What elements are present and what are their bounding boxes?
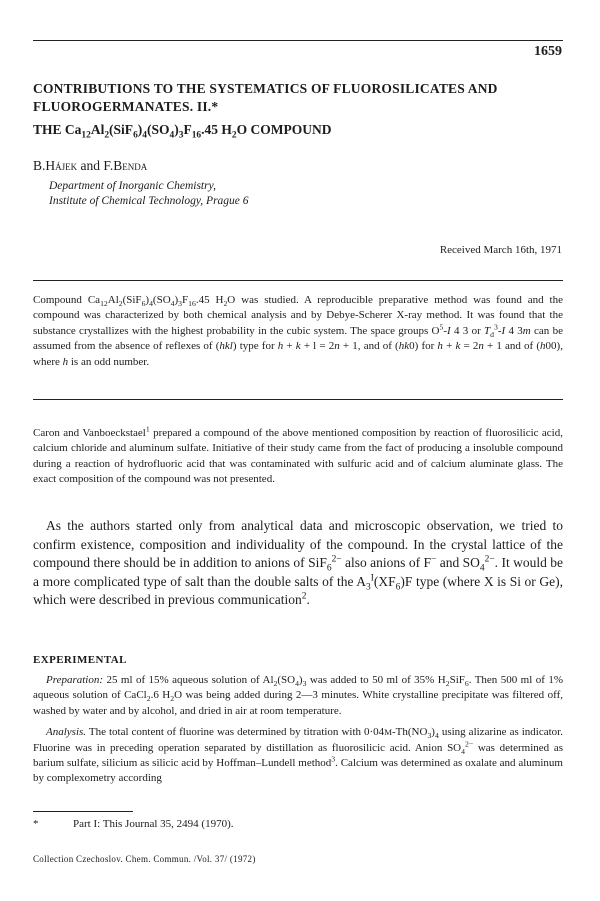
body-paragraph: As the authors started only from analytical data and microscopic observation, we tried to confirm existence, composition and individuality of the compound. In the crystal lattice of the compound there should be in addition to anions of SiF$_6^{2-}$ also anions of F− and $SO_4^{2-}$. It would be a more complicated type of salt than the double salts of the $A_3^I(XF_6)F$ type (where X is Si or Ge), which were described in previous communication$^2$. [33,518,563,608]
body-text: . [306,592,310,608]
intro-paragraph [33,426,563,488]
body-text: . It would be a more complicated type of salt than the double salts of the [33,555,563,589]
compound-title: THE $Ca_{12}Al_2(SiF_6)_4(SO_4)_3F_{16}.45$ $H_2O$ COMPOUND [33,122,332,141]
article-title: CONTRIBUTIONS TO THE SYSTEMATICS OF FLUOROSILICATES AND FLUOROGERMANATES. II.* [33,81,498,114]
exp-text: was determined as barium sulfate, silicium as silicic acid by Hoffman–Lundell method [33,741,563,770]
page-number: 1659 [534,44,562,59]
exp-text: 25 ml of 15% aqueous solution of [103,674,263,686]
abstract-text: for [421,340,435,353]
compound-title-prefix: THE [33,122,62,137]
body-text: type (where X is Si or Ge), which were described in previous communication [33,573,563,608]
abstract-rule-bottom [33,399,563,400]
affiliation-institute: Institute of Chemical Technology, Prague 6 [49,195,249,207]
author1-surname: Hájek [45,158,78,173]
author-joiner: and [80,158,101,173]
abstract-text: is an odd number. [70,355,150,368]
reference-3: 3 [331,754,336,764]
body-text: also anions of [345,555,421,571]
intro-text: Caron and Vanboeckstael [33,427,146,439]
received-date: Received March 16th, 1971 [439,244,562,256]
footnote-marker: * [33,818,39,830]
abstract-text: was studied. A reproducible preparative method was found and the compound was characterized by both chemical analysis and by Debye-Scherer X-ray method. It was found that the substance crystallizes with the highest probability in the cubic system. The space groups [33,294,563,337]
abstract-rule-top [33,280,563,281]
abstract-text: can be assumed from the absence of reflexes of [33,324,563,353]
analysis-paragraph: Analysis. The total content of fluorine was determined by titration with $0\cdot 04M-Th(NO_3)_4$ using alizarine as indicator. Fluorine was in preceding operation separated by distillation as fluorosilicic acid. Anion $SO_4^{2-}$ was determined as barium sulfate, silicium as silicic acid by Hoffman–Lundell method$^3$. Calcium was determined as oxalate and aluminum by complexometry according [33,726,563,785]
body-text: and [439,555,460,571]
exp-text: . Then 500 ml of 1% aqueous solution of [33,674,563,702]
analysis-label: Analysis. [46,726,87,739]
exp-text: was added to 50 ml of 35% [306,674,438,686]
preparation-label: Preparation: [46,674,104,686]
section-heading-experimental: EXPERIMENTAL [33,654,127,666]
affiliation-department: Department of Inorganic Chemistry, [49,180,216,192]
intro-text: prepared a compound of the above mentioned composition by reaction of fluorosilicic acid, calcium chloride and aluminum sulfate. Initiative of their study came from the fact of producing a insoluble compound during a reaction of hydrofluoric acid that was contaminated with sulfuric acid and of calcium aluminate glass. The exact composition of the compound was not presented. [33,427,563,486]
abstract-text: Compound [33,294,82,306]
exp-text: was being added during 2—3 minutes. White crystalline precipitate was filtered off, washed by water and by alcohol, and dried in air at room temperature. [33,689,563,717]
abstract-text: type for [239,340,275,353]
reference-1: 1 [145,424,150,434]
experimental-section [33,673,563,787]
reference-2: 2 [301,591,307,602]
footnote-rule [33,811,133,812]
author2-surname: Benda [113,158,148,173]
authors [33,158,147,174]
abstract-text: and of [363,340,392,353]
body-text: As the authors started only from analytical data and microscopic observation, we tried to confirm existence, composition and individuality of the compound. In the crystal lattice of the compound there should be in addition to anions of [33,518,563,571]
exp-text: using alizarine as indicator. Fluorine was in preceding operation separated by distillation as fluorosilicic acid. Anion [33,726,563,754]
abstract: Compound $Ca_{12}Al_2(SiF_6)_4(SO_4)_3F_{16}.45$ $H_2O$ was studied. A reproducible preparative method was found and the compound was characterized by both chemical analysis and by Debye-Scherer X-ray method. It was found that the substance crystallizes with the highest probability in the cubic system. The space groups $O^5-I$ 4 3 or $T_d^3-I$ 4 3m can be assumed from the absence of reflexes of (hkl) type for h + k + l = 2n + 1, and of (hk0) for h + k = 2n + 1 and of (h00), where h is an odd number. [33,294,563,368]
exp-text: . Calcium was determined as oxalate and aluminum by complexometry according [33,757,563,785]
journal-line: Collection Czechoslov. Chem. Commun. /Vol. 37/ (1972) [33,854,256,864]
footnote-text: Part I: This Journal 35, 2494 (1970). [73,818,234,830]
abstract-text: where [33,355,60,368]
exp-text: The total content of fluorine was determined by titration with 0·04 [86,726,385,739]
compound-title-suffix: COMPOUND [250,122,332,137]
author1-initials: B. [33,158,46,173]
affiliation [49,179,249,209]
header-rule [33,40,563,41]
footnote [33,818,234,830]
abstract-text: and of [505,340,534,353]
author2-initials: F. [103,158,114,173]
preparation-paragraph: Preparation: 25 ml of 15% aqueous solution of $Al_2(SO_4)_3$ was added to 50 ml of 35% $H_2SiF_6$. Then 500 ml of 1% aqueous solution of CaCl$_2$.6 $H_2O$ was being added during 2—3 minutes. White crystalline precipitate was filtered off, washed by water and by alcohol, and dried in air at room temperature. [33,674,563,717]
